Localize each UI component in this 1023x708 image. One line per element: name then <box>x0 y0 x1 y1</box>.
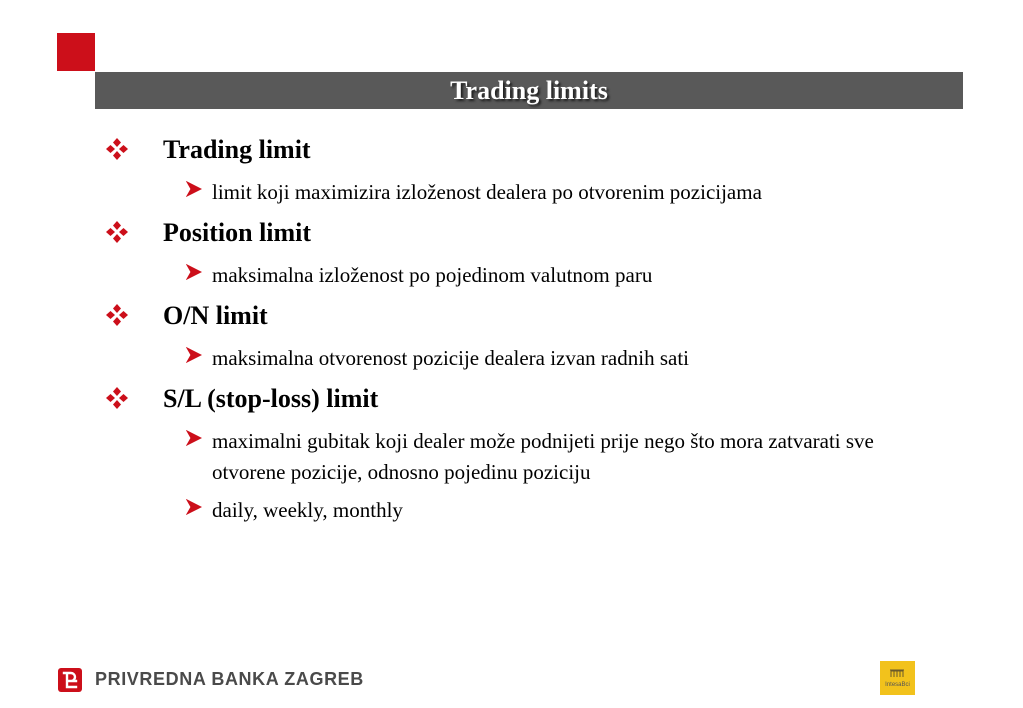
sub-bullet-item <box>186 343 916 374</box>
four-diamond-icon <box>105 137 129 161</box>
sub-bullet-item <box>186 260 916 291</box>
bullet-label: Trading limit <box>163 135 311 164</box>
partner-logo-text: IntesaBci <box>885 682 910 688</box>
intesabci-logo <box>880 661 915 695</box>
sub-bullet-item <box>186 177 916 208</box>
four-diamond-icon <box>105 386 129 410</box>
sub-bullet-text: maximalni gubitak koji dealer može podnijeti prije nego što mora zatvarati sve otvorene pozicije, odnosno pojedinu poziciju <box>212 429 874 484</box>
arrowhead-icon <box>186 181 202 197</box>
bank-name: PRIVREDNA BANKA ZAGREB <box>95 669 364 689</box>
arrowhead-icon <box>186 499 202 515</box>
bank-building-icon <box>890 668 904 678</box>
sub-bullet-text: daily, weekly, monthly <box>212 498 403 522</box>
pbz-logo-icon <box>57 667 83 693</box>
arrowhead-icon <box>186 347 202 363</box>
bullet-label: Position limit <box>163 218 312 247</box>
accent-square <box>57 33 95 71</box>
four-diamond-icon <box>105 303 129 327</box>
title-bar <box>95 72 963 109</box>
four-diamond-icon <box>105 220 129 244</box>
sub-bullet-item <box>186 495 916 526</box>
bullet-label: O/N limit <box>163 301 268 330</box>
bullet-label: S/L (stop-loss) limit <box>163 384 379 413</box>
slide-title: Trading limits <box>450 76 608 105</box>
arrowhead-icon <box>186 264 202 280</box>
sub-bullet-text: maksimalna otvorenost pozicije dealera izvan radnih sati <box>212 346 689 370</box>
sub-bullet-text: limit koji maximizira izloženost dealera po otvorenim pozicijama <box>212 180 762 204</box>
arrowhead-icon <box>186 430 202 446</box>
sub-bullet-item <box>186 426 916 488</box>
sub-bullet-text: maksimalna izloženost po pojedinom valutnom paru <box>212 263 653 287</box>
